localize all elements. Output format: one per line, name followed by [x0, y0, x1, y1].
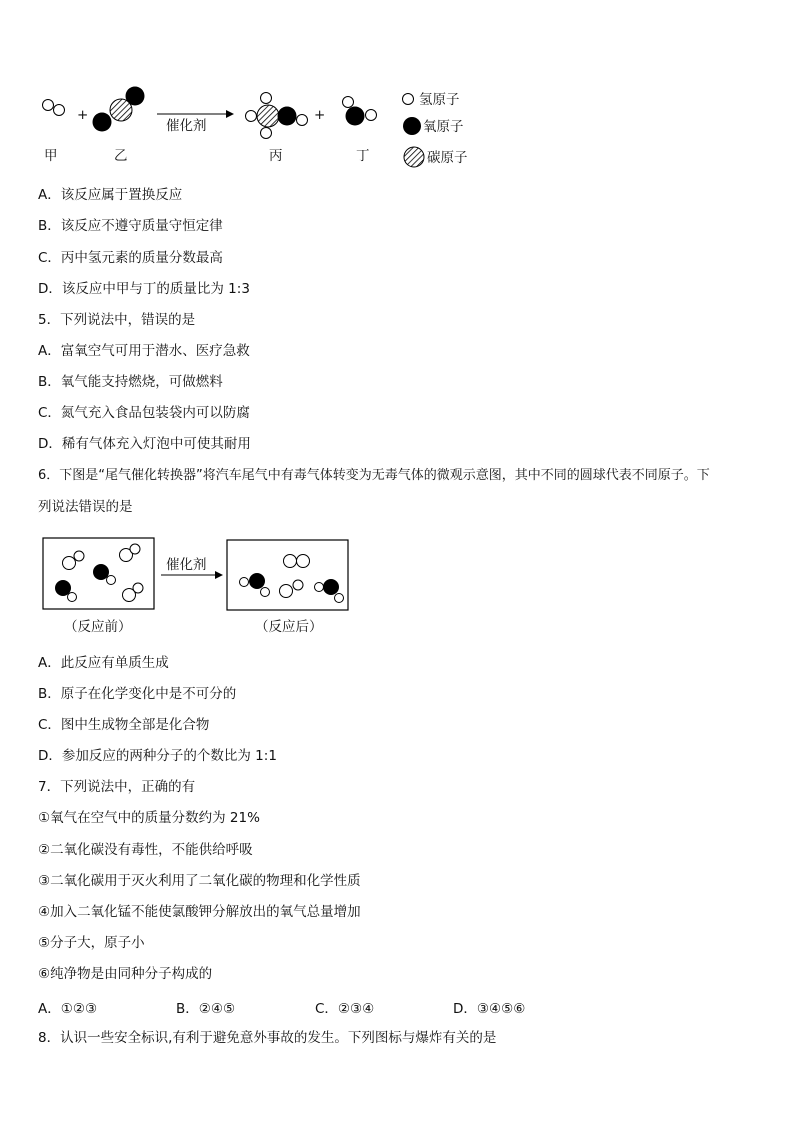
legend: [403, 92, 468, 167]
oxygen-atom-icon: [403, 117, 421, 135]
q7-option-b: B．②④⑤: [176, 1001, 236, 1017]
q6-stem-line1: 6．下图是“尾气催化转换器”将汽车尾气中有毒气体转变为无毒气体的微观示意图，其中不同的圆球代表不同原子。下: [38, 468, 710, 483]
catalyst-label: 催化剂: [166, 118, 207, 134]
q7-item-1: ①氧气在空气中的质量分数约为 21%: [38, 810, 260, 826]
before-box: [43, 538, 154, 609]
q6-option-d: D．参加反应的两种分子的个数比为 1:1: [38, 748, 277, 764]
arrow-head-icon: [226, 110, 234, 118]
legend-hydrogen: 氢原子: [419, 92, 460, 108]
before-label: （反应前）: [64, 619, 132, 635]
q7-option-a: A．①②③: [38, 1001, 98, 1017]
plus-sign: +: [77, 107, 89, 123]
q7-item-2: ②二氧化碳没有毒性，不能供给呼吸: [38, 842, 253, 858]
molecule-yi: [93, 87, 145, 132]
q5-option-b: B．氧气能支持燃烧，可做燃料: [38, 374, 223, 390]
plus-sign-2: +: [314, 107, 326, 123]
q5-option-a: A．富氧空气可用于潜水、医疗急救: [38, 343, 250, 359]
q4-option-a: A．该反应属于置换反应: [38, 187, 183, 203]
q5-stem: 5．下列说法中，错误的是: [38, 312, 196, 328]
q7-option-d: D．③④⑤⑥: [453, 1001, 526, 1017]
after-box: [227, 540, 348, 610]
label-bing: 丙: [269, 148, 283, 164]
label-yi: 乙: [114, 148, 128, 164]
q6-option-b: B．原子在化学变化中是不可分的: [38, 686, 237, 702]
q5-option-d: D．稀有气体充入灯泡中可使其耐用: [38, 436, 251, 452]
q7-item-4: ④加入二氧化锰不能使氯酸钾分解放出的氧气总量增加: [38, 904, 361, 920]
q4-option-c: C．丙中氢元素的质量分数最高: [38, 250, 223, 266]
q4-option-d: D．该反应中甲与丁的质量比为 1:3: [38, 281, 250, 297]
label-jia: 甲: [44, 148, 58, 164]
q7-item-3: ③二氧化碳用于灭火利用了二氧化碳的物理和化学性质: [38, 873, 361, 889]
q7-item-5: ⑤分子大，原子小: [38, 935, 145, 951]
q8-stem: 8．认识一些安全标识,有利于避免意外事故的发生。下列图标与爆炸有关的是: [38, 1030, 497, 1046]
molecule-bing: [246, 93, 308, 139]
legend-oxygen: 氧原子: [423, 119, 464, 135]
label-ding: 丁: [356, 148, 370, 164]
q7-option-c: C．②③④: [315, 1001, 375, 1017]
q6-option-a: A．此反应有单质生成: [38, 655, 169, 671]
q7-stem: 7．下列说法中，正确的有: [38, 779, 196, 795]
q6-option-c: C．图中生成物全部是化合物: [38, 717, 210, 733]
q5-option-c: C．氮气充入食品包装袋内可以防腐: [38, 405, 250, 421]
hydrogen-atom-icon: [403, 94, 414, 105]
q6-stem-line2: 列说法错误的是: [38, 499, 133, 515]
q6-catalyst-label: 催化剂: [166, 557, 207, 573]
molecule-jia: [43, 100, 65, 116]
legend-carbon: 碳原子: [427, 150, 468, 166]
q7-item-6: ⑥纯净物是由同种分子构成的: [38, 966, 213, 982]
after-label: （反应后）: [255, 619, 323, 635]
q4-option-b: B．该反应不遵守质量守恒定律: [38, 218, 223, 234]
carbon-atom-icon: [404, 147, 424, 167]
molecule-ding: [343, 97, 377, 126]
q6-arrow-head-icon: [215, 571, 223, 579]
